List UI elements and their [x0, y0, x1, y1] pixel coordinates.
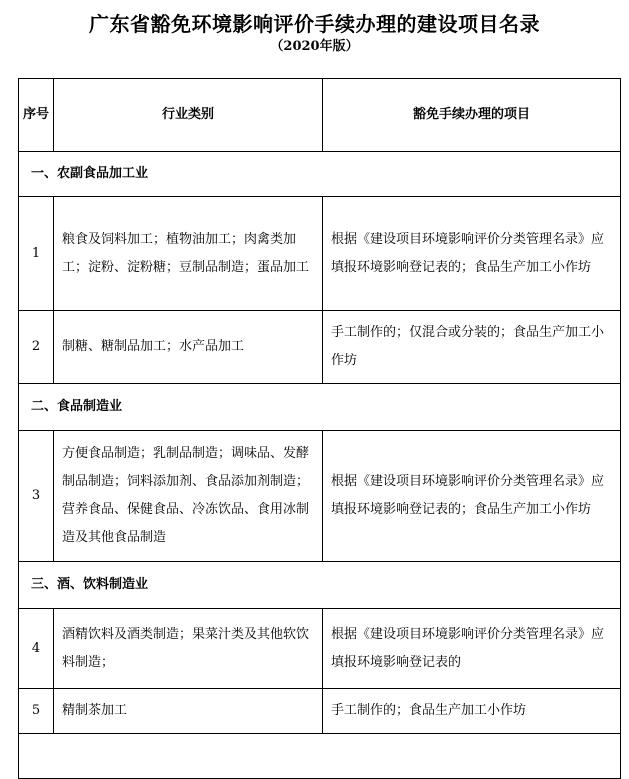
industry-category-cell: 制糖、糖制品加工；水产品加工: [54, 311, 323, 384]
industry-category-cell: 酒精饮料及酒类制造；果菜汁类及其他软饮料制造；: [54, 609, 323, 689]
exempt-projects-cell: 手工制作的；食品生产加工小作坊: [323, 689, 621, 734]
table-row: [19, 609, 621, 689]
industry-category-cell: 粮食及饲料加工；植物油加工；肉禽类加工；淀粉、淀粉糖；豆制品制造；蛋品加工: [54, 197, 323, 311]
exemption-project-table: [18, 78, 621, 779]
cutoff-next-row-cell: [19, 734, 621, 779]
page-title: 广东省豁免环境影响评价手续办理的建设项目名录: [89, 12, 540, 36]
industry-category-cell: 精制茶加工: [54, 689, 323, 734]
section-label-agricultural-food-processing: 一、农副食品加工业: [19, 152, 621, 197]
exempt-projects-cell: 手工制作的；仅混合或分装的；食品生产加工小作坊: [323, 311, 621, 384]
section-label-wine-beverage-manufacturing: 三、酒、饮料制造业: [19, 562, 621, 609]
table-header-row: [19, 79, 621, 152]
section-row-3: [19, 562, 621, 609]
row-number: 1: [19, 197, 54, 311]
table-row: [19, 431, 621, 562]
row-number: 3: [19, 431, 54, 562]
exempt-projects-cell: 根据《建设项目环境影响评价分类管理名录》应填报环境影响登记表的；食品生产加工小作坊: [323, 197, 621, 311]
row-number: 2: [19, 311, 54, 384]
table-row: [19, 311, 621, 384]
column-header-exempt-projects: 豁免手续办理的项目: [323, 79, 621, 152]
column-header-serial-number: 序号: [19, 79, 54, 152]
row-number: 5: [19, 689, 54, 734]
section-row-2: [19, 384, 621, 431]
section-label-food-manufacturing: 二、食品制造业: [19, 384, 621, 431]
section-row-1: [19, 152, 621, 197]
industry-category-cell: 方便食品制造；乳制品制造；调味品、发酵制品制造；饲料添加剂、食品添加剂制造；营养食品、保健食品、冷冻饮品、食用冰制造及其他食品制造: [54, 431, 323, 562]
page-subtitle: （2020年版）: [270, 39, 359, 54]
cutoff-next-row: [19, 734, 621, 779]
exempt-projects-cell: 根据《建设项目环境影响评价分类管理名录》应填报环境影响登记表的: [323, 609, 621, 689]
row-number: 4: [19, 609, 54, 689]
table-row: [19, 689, 621, 734]
table-row: [19, 197, 621, 311]
exempt-projects-cell: 根据《建设项目环境影响评价分类管理名录》应填报环境影响登记表的；食品生产加工小作坊: [323, 431, 621, 562]
column-header-industry-category: 行业类别: [54, 79, 323, 152]
